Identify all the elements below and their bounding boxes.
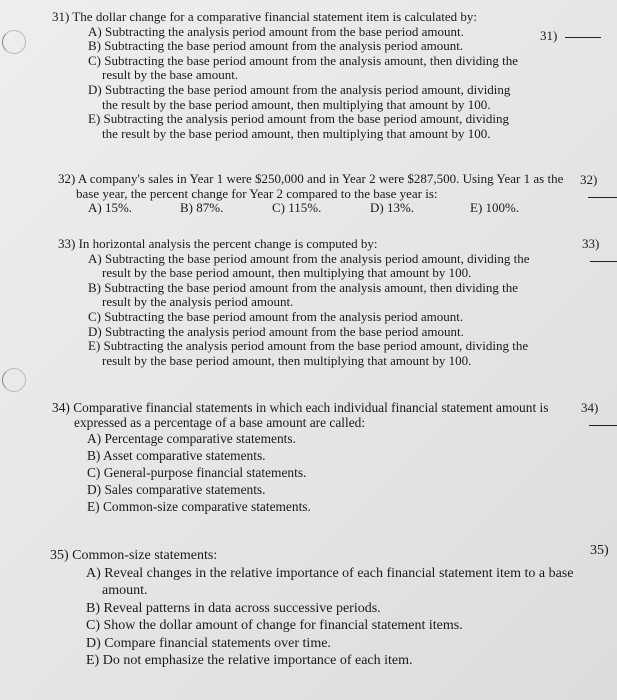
question-number: 35) bbox=[50, 548, 69, 563]
option-d: D) Subtracting the analysis period amount from the base period amount. bbox=[88, 323, 464, 339]
answer-blank-34[interactable] bbox=[581, 400, 617, 432]
answer-blank-33[interactable] bbox=[582, 236, 617, 268]
option-b: B) 87%. bbox=[180, 200, 224, 216]
binder-hole bbox=[2, 368, 26, 392]
option-c: C) General-purpose financial statements. bbox=[87, 465, 307, 481]
option-b: B) Reveal patterns in data across successive periods. bbox=[86, 600, 381, 616]
answer-blank-32[interactable] bbox=[580, 172, 617, 204]
option-a: A) Subtracting the analysis period amount from the base period amount. bbox=[88, 23, 464, 39]
option-b: B) Subtracting the base period amount from the analysis amount, then dividing the result by the analysis period amount. bbox=[88, 279, 518, 310]
question-number: 34) bbox=[52, 400, 70, 415]
answer-blank-35[interactable] bbox=[590, 543, 609, 559]
option-d: D) Subtracting the base period amount from the analysis period amount, dividing the result by the base period amount, then multiplying that amount by 100. bbox=[88, 81, 511, 112]
option-c: C) Subtracting the base period amount from the analysis period amount. bbox=[88, 308, 464, 324]
question-number: 31) bbox=[52, 9, 70, 24]
answer-label: 34) bbox=[581, 400, 599, 415]
question-stem: In horizontal analysis the percent change is computed by: bbox=[78, 236, 378, 251]
question-32 bbox=[58, 172, 578, 216]
option-e: E) 100%. bbox=[470, 200, 520, 216]
option-d: D) Sales comparative statements. bbox=[87, 482, 266, 498]
option-e: E) Common-size comparative statements. bbox=[87, 499, 311, 515]
answer-label: 32) bbox=[580, 172, 598, 187]
question-stem: The dollar change for a comparative financial statement item is calculated by: bbox=[72, 9, 477, 24]
option-a: A) Subtracting the base period amount from the analysis period amount, dividing the result by the base period amount, then multiplying that amount by 100. bbox=[88, 250, 530, 281]
question-34 bbox=[52, 401, 587, 515]
option-e: E) Subtracting the analysis period amount from the base period amount, dividing the result by the base period amount, then multiplying that amount by 100. bbox=[88, 338, 529, 368]
option-a: A) 15%. bbox=[88, 200, 133, 216]
option-a: A) Percentage comparative statements. bbox=[87, 431, 296, 447]
option-e: E) Subtracting the analysis period amount from the base period amount, dividing the result by the base period amount, then multiplying that amount by 100. bbox=[88, 111, 509, 141]
question-number: 32) bbox=[58, 171, 76, 186]
answer-label: 35) bbox=[590, 543, 609, 558]
answer-label: 31) bbox=[540, 28, 558, 43]
answer-label: 33) bbox=[582, 236, 600, 251]
option-d: D) Compare financial statements over time. bbox=[86, 635, 331, 651]
option-a: A) Reveal changes in the relative importance of each financial statement item to a base amount. bbox=[86, 565, 574, 598]
option-d: D) 13%. bbox=[370, 200, 415, 216]
option-c: C) 115%. bbox=[272, 200, 322, 216]
question-stem: Common-size statements: bbox=[72, 548, 218, 563]
option-e: E) Do not emphasize the relative importance of each item. bbox=[86, 653, 413, 668]
binder-hole bbox=[2, 30, 26, 54]
question-number: 33) bbox=[58, 236, 76, 251]
option-c: C) Show the dollar amount of change for financial statement items. bbox=[86, 618, 463, 633]
option-c: C) Subtracting the base period amount from the analysis amount, then dividing the result by the base amount. bbox=[88, 52, 518, 83]
answer-blank-31[interactable] bbox=[540, 28, 601, 44]
option-b: B) Asset comparative statements. bbox=[87, 448, 266, 464]
question-stem: Comparative financial statements in which each individual financial statement amount is expressed as a percentage of a base amount are called: bbox=[73, 400, 549, 430]
question-33 bbox=[58, 237, 558, 368]
option-b: B) Subtracting the base period amount from the analysis period amount. bbox=[88, 38, 464, 54]
question-35 bbox=[50, 547, 590, 670]
question-stem: A company's sales in Year 1 were $250,000 and in Year 2 were $287,500. Using Year 1 as the base year, the percent change for Year 2 compared to the base year is: bbox=[76, 171, 564, 201]
question-31 bbox=[52, 10, 542, 141]
